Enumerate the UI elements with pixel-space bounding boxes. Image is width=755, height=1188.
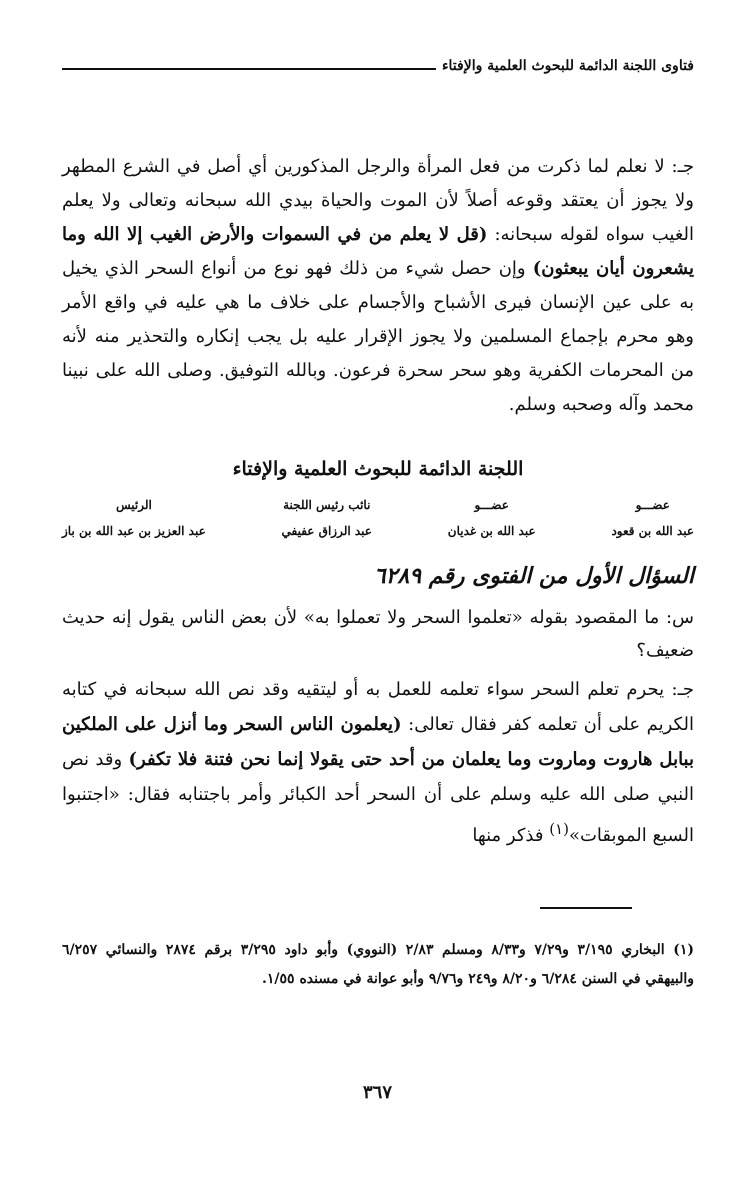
- signature-role: عضـــو: [635, 498, 670, 512]
- footnote-reference[interactable]: (١): [549, 820, 569, 838]
- answer-paragraph-1: [62, 150, 694, 422]
- committee-title: اللجنة الدائمة للبحوث العلمية والإفتاء: [232, 458, 524, 480]
- question-heading: السؤال الأول من الفتوى رقم ٦٢٨٩: [373, 563, 694, 589]
- answer2-tail: فذكر منها: [472, 825, 550, 846]
- signature-block: [448, 492, 536, 544]
- footnote-separator: [540, 907, 632, 909]
- answer1-verse: (قل لا يعلم من في السموات والأرض الغيب إلا الله وما يشعرون أيان يبعثون): [62, 224, 694, 279]
- signature-role: نائب رئيس اللجنة: [283, 498, 371, 512]
- answer1-intro: جـ: لا نعلم لما ذكرت من فعل المرأة والرجل المذكورين أي أصل في الشرع المطهر ولا يجوز أن يعتقد وقوعه أصلاً لأن الموت والحياة بيدي الله سبحانه وتعالى ولا يعلم الغيب سواه لقوله سبحانه:: [62, 156, 694, 245]
- answer1-rest: وإن حصل شيء من ذلك فهو نوع من أنواع السحر الذي يخيل به على عين الإنسان فيرى الأشباح والأجسام على خلاف ما هي عليه في واقع الأمر وهو محرم بإجماع المسلمين ولا يجوز الإقرار عليه بل يجب إنكاره والتحذير منه لأنه من المحرمات الكفرية وهو سحر سحرة فرعون. وبالله التوفيق. وصلى الله على نبينا محمد وآله وصحبه وسلم.: [62, 258, 694, 415]
- signature-block: [611, 492, 694, 544]
- header-rule: [62, 68, 436, 70]
- answer2-rest: وقد نص النبي صلى الله عليه وسلم على أن السحر أحد الكبائر وأمر باجتنابه فقال: «اجتنبوا السبع الموبقات»: [62, 749, 694, 846]
- header-title: فتاوى اللجنة الدائمة للبحوث العلمية والإفتاء: [441, 58, 694, 74]
- running-header: [62, 58, 694, 74]
- answer2-verse: (يعلمون الناس السحر وما أنزل على الملكين ببابل هاروت وماروت وما يعلمان من أحد حتى يقولا إنما نحن فتنة فلا تكفر): [62, 714, 694, 770]
- signature-name: عبد الرزاق عفيفي: [281, 524, 372, 538]
- answer2-intro: جـ: يحرم تعلم السحر سواء تعلمه للعمل به أو ليتقيه وقد نص الله سبحانه في كتابه الكريم على أن تعلمه كفر فقال تعالى:: [62, 679, 694, 735]
- signature-name: عبد العزيز بن عبد الله بن باز: [62, 524, 206, 538]
- question-text: س: ما المقصود بقوله «تعلموا السحر ولا تعملوا به» لأن بعض الناس يقول إنه حديث ضعيف؟: [62, 607, 694, 661]
- page-number: ٣٦٧: [362, 1082, 392, 1103]
- signature-block: [282, 492, 372, 544]
- footnote-text: (١) البخاري ٣/١٩٥ و٧/٢٩ و٨/٣٣ ومسلم ٢/٨٣ (النووي) وأبو داود ٣/٢٩٥ برقم ٢٨٧٤ والنسائي ٦/٢٥٧ والبيهقي في السنن ٦/٢٨٤ و٨/٢٠ و٢٤٩ و٩/٧٦ وأبو عوانة في مسنده ١/٥٥.: [62, 942, 694, 987]
- signature-block: [62, 492, 206, 544]
- signature-name: عبد الله بن قعود: [611, 524, 694, 538]
- signature-role: الرئيس: [115, 498, 152, 512]
- signature-role: عضـــو: [474, 498, 509, 512]
- answer-paragraph-2: [62, 672, 694, 853]
- signature-name: عبد الله بن غديان: [447, 524, 536, 538]
- committee-signatures: [62, 492, 694, 544]
